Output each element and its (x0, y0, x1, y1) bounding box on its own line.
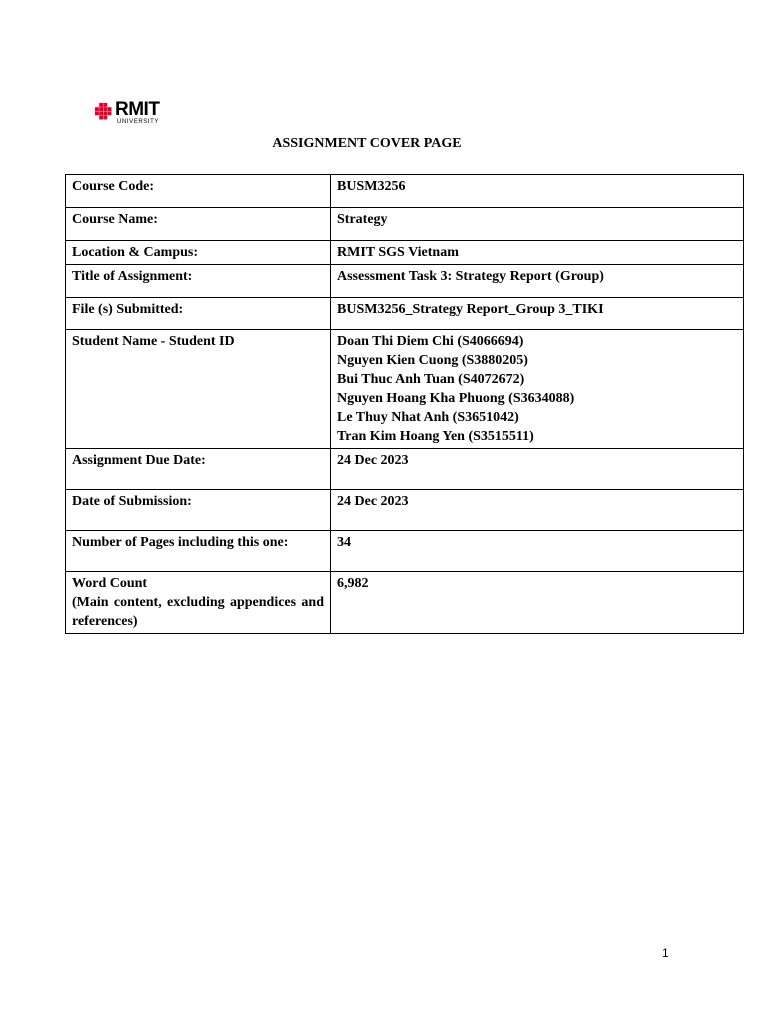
table-row (66, 572, 744, 634)
row-value (331, 208, 744, 241)
table-row (66, 298, 744, 330)
rmit-logo (95, 101, 185, 129)
cover-table (65, 174, 744, 634)
row-label (66, 241, 331, 265)
student-entry: Bui Thuc Anh Tuan (S4072672) (337, 372, 525, 387)
row-label (66, 208, 331, 241)
student-entry: Nguyen Hoang Kha Phuong (S3634088) (337, 391, 575, 406)
student-label: Student Name - Student ID (72, 334, 235, 349)
logo-subtitle: UNIVERSITY (117, 119, 160, 125)
row-label (66, 449, 331, 490)
word-count-value: 6,982 (337, 576, 369, 591)
page-count-label: Number of Pages including this one: (72, 535, 289, 550)
row-value (331, 241, 744, 265)
row-value (331, 265, 744, 298)
course-name-value: Strategy (337, 212, 388, 227)
due-date-value: 24 Dec 2023 (337, 453, 409, 468)
table-row (66, 265, 744, 298)
row-value (331, 449, 744, 490)
page-count-value: 34 (337, 535, 351, 550)
assignment-title-value: Assessment Task 3: Strategy Report (Group) (337, 269, 604, 284)
word-count-label: Word Count (72, 576, 148, 591)
location-label: Location & Campus: (72, 245, 199, 260)
row-value (331, 298, 744, 330)
rmit-pixel-icon (95, 103, 112, 120)
files-submitted-label: File (s) Submitted: (72, 302, 184, 317)
page-number: 1 (662, 946, 669, 960)
row-label (66, 330, 331, 449)
student-entry: Doan Thi Diem Chi (S4066694) (337, 334, 524, 349)
submission-date-value: 24 Dec 2023 (337, 494, 409, 509)
files-submitted-value: BUSM3256_Strategy Report_Group 3_TIKI (337, 302, 604, 317)
row-label (66, 265, 331, 298)
course-code-label: Course Code: (72, 179, 155, 194)
table-row (66, 490, 744, 531)
table-row (66, 531, 744, 572)
row-value (331, 490, 744, 531)
row-value (331, 572, 744, 634)
row-value (331, 175, 744, 208)
table-row (66, 241, 744, 265)
table-row (66, 175, 744, 208)
assignment-title-label: Title of Assignment: (72, 269, 193, 284)
row-label (66, 531, 331, 572)
row-label (66, 298, 331, 330)
location-value: RMIT SGS Vietnam (337, 245, 459, 260)
submission-date-label: Date of Submission: (72, 494, 192, 509)
row-label (66, 572, 331, 634)
student-entry: Nguyen Kien Cuong (S3880205) (337, 353, 528, 368)
word-count-note: (Main content, excluding appendices and references) (72, 595, 324, 629)
table-row (66, 208, 744, 241)
row-label (66, 175, 331, 208)
row-label (66, 490, 331, 531)
student-entry: Tran Kim Hoang Yen (S3515511) (337, 429, 534, 444)
table-row (66, 330, 744, 449)
due-date-label: Assignment Due Date: (72, 453, 206, 468)
row-value (331, 531, 744, 572)
course-code-value: BUSM3256 (337, 179, 406, 194)
course-name-label: Course Name: (72, 212, 158, 227)
student-entry: Le Thuy Nhat Anh (S3651042) (337, 410, 519, 425)
logo-wordmark: RMIT (115, 99, 160, 120)
table-row (66, 449, 744, 490)
row-value (331, 330, 744, 449)
page-title: ASSIGNMENT COVER PAGE (272, 136, 462, 151)
